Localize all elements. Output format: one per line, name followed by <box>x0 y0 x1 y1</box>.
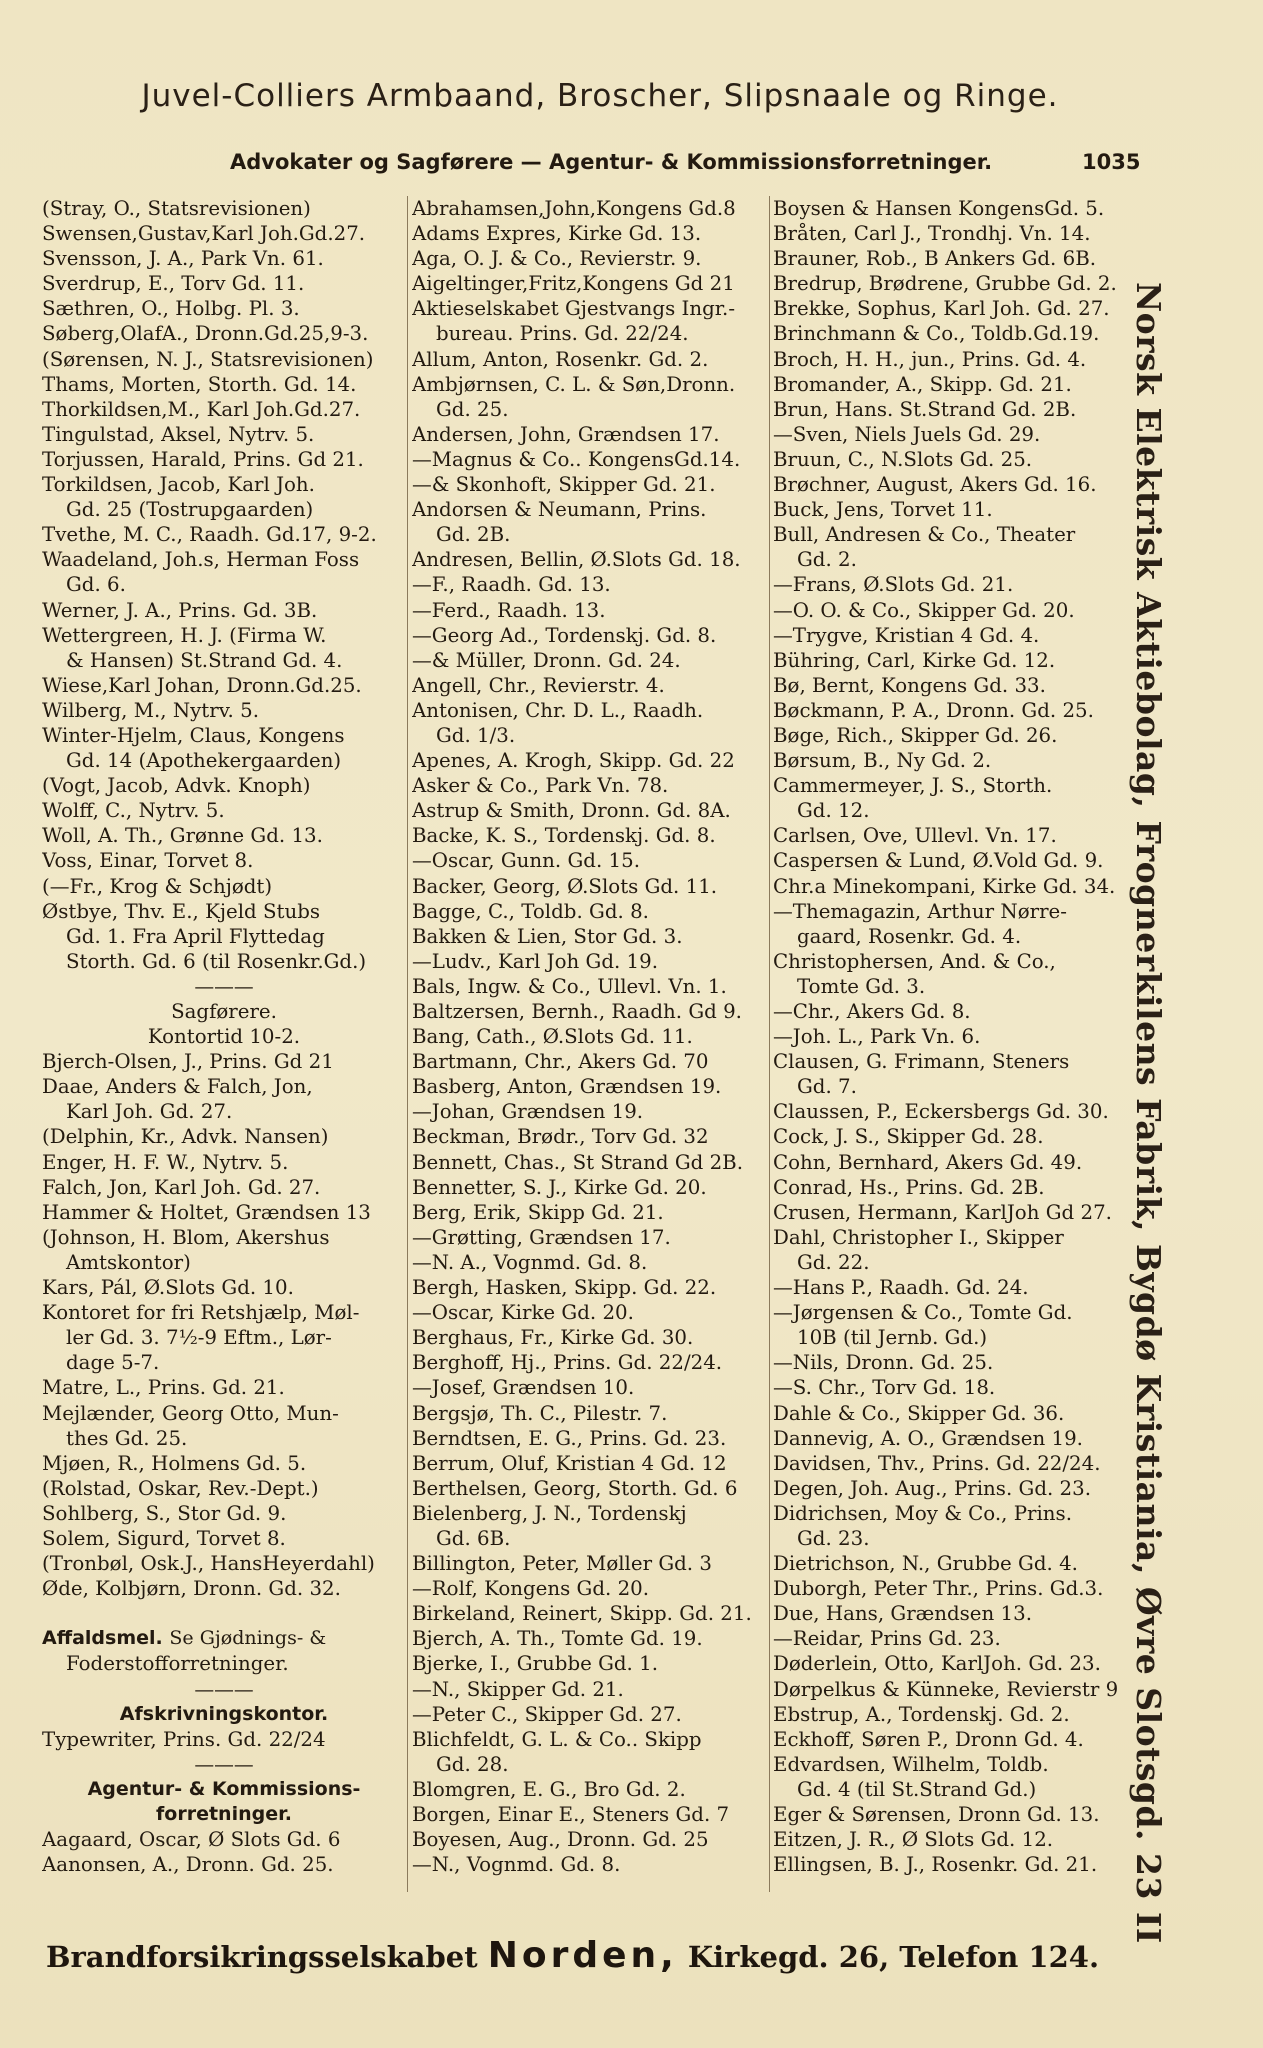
directory-entry: Cohn, Bernhard, Akers Gd. 49. <box>773 1150 1083 1174</box>
directory-entry: Ambjørnsen, C. L. & Søn,Dronn. <box>412 372 736 396</box>
directory-entry: —Reidar, Prins Gd. 23. <box>773 1627 1001 1651</box>
directory-entry: forretninger. <box>156 1803 292 1825</box>
directory-entry: Asker & Co., Park Vn. 78. <box>412 774 669 798</box>
directory-entry: (Stray, O., Statsrevisionen) <box>42 197 311 220</box>
directory-entry: Didrichsen, Moy & Co., Prins. <box>773 1501 1072 1525</box>
directory-entry: Duborgh, Peter Thr., Prins. Gd.3. <box>773 1577 1104 1601</box>
directory-entry: Bredrup, Brødrene, Grubbe Gd. 2. <box>773 272 1117 296</box>
directory-entry: —& Müller, Dronn. Gd. 24. <box>412 648 681 672</box>
directory-entry: Dannevig, A. O., Grændsen 19. <box>773 1426 1083 1450</box>
directory-entry: Gd. 1/3. <box>436 723 516 747</box>
directory-entry: —Ferd., Raadh. 13. <box>412 598 606 622</box>
directory-entry: Cock, J. S., Skipper Gd. 28. <box>773 1125 1044 1149</box>
directory-entry: Winter-Hjelm, Claus, Kongens <box>42 723 345 747</box>
directory-entry: —Themagazin, Arthur Nørre- <box>773 899 1067 923</box>
directory-entry: Crusen, Hermann, KarlJoh Gd 27. <box>773 1200 1112 1224</box>
directory-entry: Astrup & Smith, Dronn. Gd. 8A. <box>412 799 731 823</box>
directory-entry: —Trygve, Kristian 4 Gd. 4. <box>773 623 1040 647</box>
directory-entry: —Jørgensen & Co., Tomte Gd. <box>773 1301 1073 1325</box>
top-advertisement-banner: Juvel-Colliers Armbaand, Broscher, Slipsnaale og Ringe. <box>141 78 1059 114</box>
directory-entry: Buck, Jens, Torvet 11. <box>773 498 993 522</box>
directory-entry <box>42 1626 406 1651</box>
directory-entry: (Vogt, Jacob, Advk. Knoph) <box>42 774 311 798</box>
directory-entry: —Georg Ad., Tordenskj. Gd. 8. <box>412 623 717 647</box>
directory-entry: Solem, Sigurd, Torvet 8. <box>42 1526 286 1550</box>
directory-entry: Aga, O. J. & Co., Revierstr. 9. <box>412 247 702 271</box>
directory-entry: Carlsen, Ove, Ullevl. Vn. 17. <box>773 824 1057 848</box>
directory-entry: Bøckmann, P. A., Dronn. Gd. 25. <box>773 698 1094 722</box>
directory-entry: ——— <box>194 974 254 998</box>
directory-entry: —Nils, Dronn. Gd. 25. <box>773 1351 994 1375</box>
directory-entry: Wettergreen, H. J. (Firma W. <box>42 623 327 647</box>
directory-entry: Enger, H. F. W., Nytrv. 5. <box>42 1150 289 1174</box>
directory-entry: Bartmann, Chr., Akers Gd. 70 <box>412 1050 709 1074</box>
directory-column-1 <box>42 196 406 1877</box>
directory-entry: Bielenberg, J. N., Tordenskj <box>412 1501 687 1525</box>
directory-entry: —Johan, Grændsen 19. <box>412 1100 644 1124</box>
directory-entry: Bø, Bernt, Kongens Gd. 33. <box>773 673 1046 697</box>
directory-entry: —N., Skipper Gd. 21. <box>412 1677 624 1701</box>
directory-entry: —Frans, Ø.Slots Gd. 21. <box>773 573 1014 597</box>
directory-entry: Døderlein, Otto, KarlJoh. Gd. 23. <box>773 1652 1101 1676</box>
directory-entry: Bråten, Carl J., Trondhj. Vn. 14. <box>773 222 1091 246</box>
directory-entry: Bromander, A., Skipp. Gd. 21. <box>773 372 1072 396</box>
directory-entry: Kontortid 10-2. <box>147 1025 301 1049</box>
directory-entry: Gd. 12. <box>797 799 870 823</box>
directory-entry: Storth. Gd. 6 (til Rosenkr.Gd.) <box>66 949 367 973</box>
footer-company-name: Brandforsikringsselskabet <box>46 1940 478 1974</box>
directory-entry: (Johnson, H. Blom, Akershus <box>42 1225 330 1249</box>
directory-entry: Berg, Erik, Skipp Gd. 21. <box>412 1200 664 1224</box>
directory-entry: Allum, Anton, Rosenkr. Gd. 2. <box>412 347 709 371</box>
directory-entry: Voss, Einar, Torvet 8. <box>42 849 254 873</box>
directory-entry: Gd. 6. <box>66 573 126 597</box>
directory-entry: —Magnus & Co.. KongensGd.14. <box>412 447 741 471</box>
directory-entry: Andorsen & Neumann, Prins. <box>412 498 707 522</box>
directory-entry: Backe, K. S., Tordenskj. Gd. 8. <box>412 824 716 848</box>
directory-entry: Abrahamsen,John,Kongens Gd.8 <box>412 197 736 220</box>
directory-entry: Torjussen, Harald, Prins. Gd 21. <box>42 447 364 471</box>
directory-entry: Sverdrup, E., Torv Gd. 11. <box>42 272 305 296</box>
directory-entry: Thams, Morten, Storth. Gd. 14. <box>42 372 357 396</box>
directory-entry: ler Gd. 3. 7½-9 Eftm., Lør- <box>66 1326 332 1350</box>
directory-entry: Gd. 2. <box>797 548 857 572</box>
directory-entry: Bals, Ingw. & Co., Ullevl. Vn. 1. <box>412 974 727 998</box>
directory-entry: Blichfeldt, G. L. & Co.. Skipp <box>412 1727 702 1751</box>
directory-entry: Bergh, Hasken, Skipp. Gd. 22. <box>412 1276 717 1300</box>
directory-entry: (Delphin, Kr., Advk. Nansen) <box>42 1125 329 1149</box>
entry-heading: Affaldsmel. <box>42 1627 163 1650</box>
directory-entry: Tingulstad, Aksel, Nytrv. 5. <box>42 422 315 446</box>
column-divider <box>407 196 408 1892</box>
directory-entry: ——— <box>194 1752 254 1776</box>
directory-entry: Conrad, Hs., Prins. Gd. 2B. <box>773 1175 1045 1199</box>
directory-entry: (Rolstad, Oskar, Rev.-Dept.) <box>42 1476 319 1500</box>
directory-entry: —Peter C., Skipper Gd. 27. <box>412 1702 682 1726</box>
directory-entry: bureau. Prins. Gd. 22/24. <box>436 322 689 346</box>
directory-entry: —Oscar, Gunn. Gd. 15. <box>412 849 640 873</box>
directory-entry: Aigeltinger,Fritz,Kongens Gd 21 <box>412 272 735 296</box>
directory-entry: Woll, A. Th., Grønne Gd. 13. <box>42 824 323 848</box>
directory-entry: Apenes, A. Krogh, Skipp. Gd. 22 <box>412 749 735 773</box>
directory-entry: Falch, Jon, Karl Joh. Gd. 27. <box>42 1175 321 1199</box>
directory-entry: Sagførere. <box>171 1000 277 1023</box>
directory-entry: & Hansen) St.Strand Gd. 4. <box>66 648 343 672</box>
directory-entry: Bühring, Carl, Kirke Gd. 12. <box>773 648 1056 672</box>
directory-entry: Mjøen, R., Holmens Gd. 5. <box>42 1451 307 1475</box>
directory-entry: Brauner, Rob., B Ankers Gd. 6B. <box>773 247 1097 271</box>
directory-entry: Dahle & Co., Skipper Gd. 36. <box>773 1401 1065 1425</box>
directory-entry: Afskrivningskontor. <box>119 1702 329 1725</box>
page-section-header: Advokater og Sagførere — Agentur- & Kommissionsforretninger. <box>230 150 993 174</box>
directory-entry: Bagge, C., Toldb. Gd. 8. <box>412 899 649 923</box>
directory-entry: Bang, Cath., Ø.Slots Gd. 11. <box>412 1025 693 1049</box>
directory-entry: Eitzen, J. R., Ø Slots Gd. 12. <box>773 1828 1054 1852</box>
directory-entry: Boysen & Hansen KongensGd. 5. <box>773 197 1105 220</box>
directory-entry: ——— <box>194 1677 254 1701</box>
directory-entry: Davidsen, Thv., Prins. Gd. 22/24. <box>773 1451 1101 1475</box>
directory-entry: Foderstofforretninger. <box>66 1652 289 1676</box>
directory-entry: Amtskontor) <box>66 1250 191 1274</box>
directory-entry: Antonisen, Chr. D. L., Raadh. <box>412 698 704 722</box>
directory-entry: Karl Joh. Gd. 27. <box>66 1100 233 1124</box>
directory-entry: Bull, Andresen & Co., Theater <box>773 523 1076 547</box>
directory-entry: —Oscar, Kirke Gd. 20. <box>412 1301 634 1325</box>
directory-entry: —F., Raadh. Gd. 13. <box>412 573 611 597</box>
directory-entry: Bjerke, I., Grubbe Gd. 1. <box>412 1652 659 1676</box>
directory-entry: Bjerch, A. Th., Tomte Gd. 19. <box>412 1627 703 1651</box>
directory-entry: Gd. 7. <box>797 1075 857 1099</box>
footer-address: Kirkegd. 26, Telefon 124. <box>687 1940 1100 1974</box>
directory-entry: Gd. 28. <box>436 1752 509 1776</box>
directory-entry: Eger & Sørensen, Dronn Gd. 13. <box>773 1803 1100 1826</box>
directory-entry: —Ludv., Karl Joh Gd. 19. <box>412 949 659 973</box>
footer-brand-name: Norden, <box>487 1935 678 1976</box>
directory-entry: Østbye, Thv. E., Kjeld Stubs <box>42 899 321 923</box>
directory-entry: Brøchner, August, Akers Gd. 16. <box>773 473 1097 497</box>
directory-entry: —N. A., Vognmd. Gd. 8. <box>412 1250 648 1274</box>
directory-entry: Basberg, Anton, Grændsen 19. <box>412 1075 722 1099</box>
column-divider <box>769 196 770 1892</box>
directory-entry: Typewriter, Prins. Gd. 22/24 <box>42 1727 326 1751</box>
directory-entry: Backer, Georg, Ø.Slots Gd. 11. <box>412 874 718 898</box>
directory-entry: Caspersen & Lund, Ø.Vold Gd. 9. <box>773 849 1104 873</box>
directory-entry: —Chr., Akers Gd. 8. <box>773 1000 971 1023</box>
directory-entry: Berghoff, Hj., Prins. Gd. 22/24. <box>412 1351 723 1375</box>
directory-entry: Berghaus, Fr., Kirke Gd. 30. <box>412 1326 694 1350</box>
directory-entry: Brekke, Sophus, Karl Joh. Gd. 27. <box>773 297 1110 321</box>
entry-text: Se Gjødnings- & <box>169 1627 327 1650</box>
directory-entry: Angell, Chr., Revierstr. 4. <box>412 673 665 697</box>
directory-entry: Bøge, Rich., Skipper Gd. 26. <box>773 723 1058 747</box>
directory-entry: Andresen, Bellin, Ø.Slots Gd. 18. <box>412 548 741 572</box>
directory-entry: Bruun, C., N.Slots Gd. 25. <box>773 447 1033 471</box>
directory-entry: Kontoret for fri Retshjælp, Møl- <box>42 1301 360 1325</box>
footer-advertisement <box>46 1935 1126 1976</box>
directory-entry: Kars, Pál, Ø.Slots Gd. 10. <box>42 1276 294 1300</box>
directory-entry: —& Skonhoft, Skipper Gd. 21. <box>412 473 716 497</box>
directory-entry: Aktieselskabet Gjestvangs Ingr.- <box>412 297 735 321</box>
directory-entry: Wolff, C., Nytrv. 5. <box>42 799 225 823</box>
directory-column-3 <box>773 196 1121 1877</box>
directory-entry: Ebstrup, A., Tordenskj. Gd. 2. <box>773 1702 1070 1726</box>
side-advertisement: Norsk Elektrisk Aktiebolag, Frognerkilens Fabrik, Bygdø Kristiania, Øvre Slotsgd. 23 II <box>1129 282 1168 1944</box>
directory-entry: Gd. 2B. <box>436 523 511 547</box>
directory-entry: Berthelsen, Georg, Storth. Gd. 6 <box>412 1476 738 1500</box>
directory-entry <box>42 1601 406 1626</box>
directory-entry: Claussen, P., Eckersbergs Gd. 30. <box>773 1100 1109 1124</box>
directory-entry: Gd. 25. <box>436 397 509 421</box>
directory-entry: Billington, Peter, Møller Gd. 3 <box>412 1552 712 1576</box>
directory-entry: Gd. 14 (Apothekergaarden) <box>66 749 342 773</box>
directory-entry: (Sørensen, N. J., Statsrevisionen) <box>42 347 374 371</box>
directory-entry: Bjerch-Olsen, J., Prins. Gd 21 <box>42 1050 334 1074</box>
page-number: 1035 <box>1082 150 1141 174</box>
directory-entry: Cammermeyer, J. S., Storth. <box>773 774 1053 798</box>
directory-entry: Aagaard, Oscar, Ø Slots Gd. 6 <box>42 1828 341 1852</box>
directory-entry: Berrum, Oluf, Kristian 4 Gd. 12 <box>412 1451 727 1475</box>
directory-entry: —Grøtting, Grændsen 17. <box>412 1225 671 1249</box>
directory-entry: Matre, L., Prins. Gd. 21. <box>42 1376 285 1400</box>
directory-entry: Bakken & Lien, Stor Gd. 3. <box>412 924 683 948</box>
directory-entry: Beckman, Brødr., Torv Gd. 32 <box>412 1125 709 1149</box>
directory-entry: Aanonsen, A., Dronn. Gd. 25. <box>42 1853 334 1877</box>
directory-entry: —O. O. & Co., Skipper Gd. 20. <box>773 598 1075 622</box>
directory-entry: Sohlberg, S., Stor Gd. 9. <box>42 1501 287 1525</box>
directory-entry: Edvardsen, Wilhelm, Toldb. <box>773 1752 1049 1776</box>
directory-entry: Borgen, Einar E., Steners Gd. 7 <box>412 1803 730 1826</box>
directory-entry: Due, Hans, Grændsen 13. <box>773 1602 1032 1626</box>
directory-entry: Wilberg, M., Nytrv. 5. <box>42 698 259 722</box>
directory-entry: Ellingsen, B. J., Rosenkr. Gd. 21. <box>773 1853 1098 1877</box>
directory-entry: Boyesen, Aug., Dronn. Gd. 25 <box>412 1828 709 1852</box>
directory-entry: Gd. 6B. <box>436 1526 511 1550</box>
directory-entry: Torkildsen, Jacob, Karl Joh. <box>42 473 315 497</box>
directory-entry: Swensen,Gustav,Karl Joh.Gd.27. <box>42 222 366 246</box>
directory-entry: Waadeland, Joh.s, Herman Foss <box>42 548 360 572</box>
directory-entry: Søberg,OlafA., Dronn.Gd.25,9-3. <box>42 322 369 346</box>
directory-entry: Adams Expres, Kirke Gd. 13. <box>412 222 702 246</box>
directory-entry: Hammer & Holtet, Grændsen 13 <box>42 1200 371 1224</box>
directory-entry: Svensson, J. A., Park Vn. 61. <box>42 247 324 271</box>
directory-entry: Broch, H. H., jun., Prins. Gd. 4. <box>773 347 1087 371</box>
directory-entry: Werner, J. A., Prins. Gd. 3B. <box>42 598 318 622</box>
directory-entry: Øde, Kolbjørn, Dronn. Gd. 32. <box>42 1577 341 1601</box>
directory-entry: Dahl, Christopher I., Skipper <box>773 1225 1064 1249</box>
directory-entry: Daae, Anders & Falch, Jon, <box>42 1075 313 1099</box>
directory-entry: thes Gd. 25. <box>66 1426 188 1450</box>
directory-entry: Berndtsen, E. G., Prins. Gd. 23. <box>412 1426 727 1450</box>
directory-entry: Bergsjø, Th. C., Pilestr. 7. <box>412 1401 668 1425</box>
directory-entry: Gd. 22. <box>797 1250 870 1274</box>
directory-entry: Dietrichson, N., Grubbe Gd. 4. <box>773 1552 1078 1576</box>
directory-entry: Eckhoff, Søren P., Dronn Gd. 4. <box>773 1727 1084 1751</box>
directory-entry: Tomte Gd. 3. <box>797 974 926 998</box>
directory-entry: Birkeland, Reinert, Skipp. Gd. 21. <box>412 1602 752 1626</box>
directory-entry: Gd. 25 (Tostrupgaarden) <box>66 498 314 522</box>
directory-entry: —Sven, Niels Juels Gd. 29. <box>773 422 1041 446</box>
directory-entry: —Rolf, Kongens Gd. 20. <box>412 1577 650 1601</box>
directory-entry: Baltzersen, Bernh., Raadh. Gd 9. <box>412 1000 742 1023</box>
directory-entry: —Josef, Grændsen 10. <box>412 1376 635 1400</box>
directory-entry: Sæthren, O., Holbg. Pl. 3. <box>42 297 300 321</box>
directory-entry: Brun, Hans. St.Strand Gd. 2B. <box>773 397 1077 421</box>
directory-entry: Bennett, Chas., St Strand Gd 2B. <box>412 1150 743 1174</box>
directory-entry: Tvethe, M. C., Raadh. Gd.17, 9-2. <box>42 523 377 547</box>
directory-entry: Thorkildsen,M., Karl Joh.Gd.27. <box>42 397 361 421</box>
directory-entry: Andersen, John, Grændsen 17. <box>412 422 720 446</box>
directory-entry: Brinchmann & Co., Toldb.Gd.19. <box>773 322 1100 346</box>
directory-entry: —S. Chr., Torv Gd. 18. <box>773 1376 996 1400</box>
directory-entry: Degen, Joh. Aug., Prins. Gd. 23. <box>773 1476 1092 1500</box>
directory-entry: Børsum, B., Ny Gd. 2. <box>773 749 992 773</box>
directory-entry: Blomgren, E. G., Bro Gd. 2. <box>412 1777 686 1801</box>
directory-entry: dage 5-7. <box>66 1351 160 1375</box>
directory-entry: Chr.a Minekompani, Kirke Gd. 34. <box>773 874 1116 898</box>
directory-entry: —Joh. L., Park Vn. 6. <box>773 1025 981 1049</box>
directory-entry: Agentur- & Kommissions- <box>87 1777 361 1800</box>
directory-entry: gaard, Rosenkr. Gd. 4. <box>797 924 1022 948</box>
directory-entry: Christophersen, And. & Co., <box>773 949 1056 973</box>
directory-entry: Mejlænder, Georg Otto, Mun- <box>42 1401 339 1425</box>
directory-entry: Dørpelkus & Künneke, Revierstr 9 <box>773 1677 1119 1701</box>
directory-entry: Clausen, G. Frimann, Steners <box>773 1050 1070 1074</box>
directory-entry: —Hans P., Raadh. Gd. 24. <box>773 1276 1029 1300</box>
directory-entry: —N., Vognmd. Gd. 8. <box>412 1853 621 1877</box>
directory-entry: Gd. 23. <box>797 1526 870 1550</box>
directory-entry: (—Fr., Krog & Schjødt) <box>42 874 273 898</box>
directory-entry: (Tronbøl, Osk.J., HansHeyerdahl) <box>42 1552 375 1576</box>
directory-entry: 10B (til Jernb. Gd.) <box>797 1326 988 1350</box>
directory-entry: Wiese,Karl Johan, Dronn.Gd.25. <box>42 673 362 697</box>
directory-column-2 <box>412 196 768 1877</box>
directory-entry: Gd. 4 (til St.Strand Gd.) <box>797 1777 1037 1801</box>
directory-entry: Gd. 1. Fra April Flyttedag <box>66 924 325 948</box>
directory-entry: Bennetter, S. J., Kirke Gd. 20. <box>412 1175 707 1199</box>
